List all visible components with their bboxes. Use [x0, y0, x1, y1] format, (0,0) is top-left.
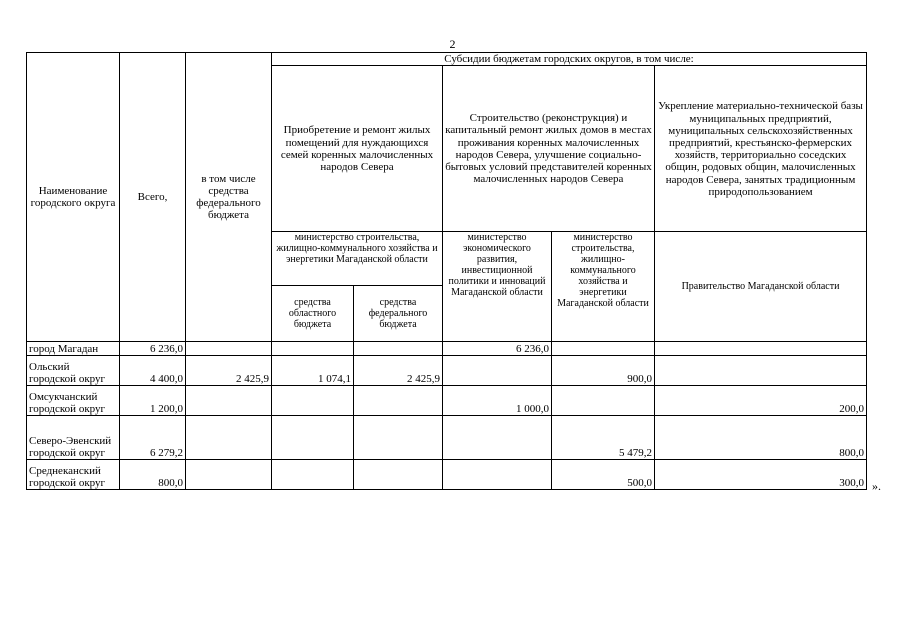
row-regional-housing: 1 074,1: [272, 356, 354, 386]
closing-quote-mark: ».: [872, 479, 881, 493]
table-row: [27, 386, 867, 416]
row-construction: [552, 342, 655, 356]
row-government: 300,0: [655, 460, 867, 490]
header-subsidies-title: Субсидии бюджетам городских округов, в том числе:: [272, 53, 867, 66]
row-construction: 500,0: [552, 460, 655, 490]
row-construction: 900,0: [552, 356, 655, 386]
row-federal-housing: 2 425,9: [354, 356, 443, 386]
header-regional-funds: средства областного бюджета: [272, 286, 354, 342]
page-number: 2: [449, 37, 456, 51]
row-economy: 1 000,0: [443, 386, 552, 416]
table-row: [27, 342, 867, 356]
table-row: [27, 460, 867, 490]
row-regional-housing: [272, 416, 354, 460]
row-federal: [186, 460, 272, 490]
header-housing-purchase: Приобретение и ремонт жилых помещений для нуждающихся семей коренных малочисленных народов Севера: [272, 66, 443, 232]
header-ministry-construction-a: министерство строительства, жилищно-коммунального хозяйства и энергетики Магаданской области: [272, 232, 443, 286]
row-total: 800,0: [120, 460, 186, 490]
row-economy: [443, 356, 552, 386]
row-federal-housing: [354, 386, 443, 416]
header-material-base: Укрепление материально-технической базы муниципальных предприятий, муниципальных сельскохозяйственных предприятий, крестьянско-фермерских хозяйств, территориально соседских общин, родовых общин, малочисленных народов Севера, занятых традиционным природопользованием: [655, 66, 867, 232]
row-construction: [552, 386, 655, 416]
table-row: [27, 356, 867, 386]
row-total: 6 279,2: [120, 416, 186, 460]
row-government: [655, 342, 867, 356]
header-federal-funds: средства федерального бюджета: [354, 286, 443, 342]
row-total: 1 200,0: [120, 386, 186, 416]
row-economy: 6 236,0: [443, 342, 552, 356]
row-economy: [443, 416, 552, 460]
row-government: 800,0: [655, 416, 867, 460]
row-government: 200,0: [655, 386, 867, 416]
row-federal-housing: [354, 460, 443, 490]
row-total: 4 400,0: [120, 356, 186, 386]
row-construction: 5 479,2: [552, 416, 655, 460]
header-ministry-construction-b: министерство строительства, жилищно-коммунального хозяйства и энергетики Магаданской области: [552, 232, 655, 342]
row-economy: [443, 460, 552, 490]
row-federal-housing: [354, 342, 443, 356]
row-federal: [186, 386, 272, 416]
header-government: Правительство Магаданской области: [655, 232, 867, 342]
row-name: город Магадан: [27, 342, 120, 356]
row-name: Ольский городской округ: [27, 356, 120, 386]
header-construction: Строительство (реконструкция) и капитальный ремонт жилых домов в местах проживания коренных малочисленных народов Севера, улучшение социально-бытовых условий представителей коренных малочисленных народов Севера: [443, 66, 655, 232]
row-federal: [186, 416, 272, 460]
row-total: 6 236,0: [120, 342, 186, 356]
row-federal: 2 425,9: [186, 356, 272, 386]
row-regional-housing: [272, 342, 354, 356]
subsidies-table: [26, 52, 867, 490]
row-federal: [186, 342, 272, 356]
row-regional-housing: [272, 460, 354, 490]
row-federal-housing: [354, 416, 443, 460]
row-regional-housing: [272, 386, 354, 416]
header-name-column: Наименование городского округа: [27, 53, 120, 342]
row-name: Среднеканский городской округ: [27, 460, 120, 490]
row-government: [655, 356, 867, 386]
table-row: [27, 416, 867, 460]
row-name: Омсукчанский городской округ: [27, 386, 120, 416]
header-total-column: Всего,: [120, 53, 186, 342]
row-name: Северо-Эвенский городской округ: [27, 416, 120, 460]
header-federal-column: в том числе средства федерального бюджета: [186, 53, 272, 342]
header-ministry-economy: министерство экономического развития, инвестиционной политики и инноваций Магаданской области: [443, 232, 552, 342]
